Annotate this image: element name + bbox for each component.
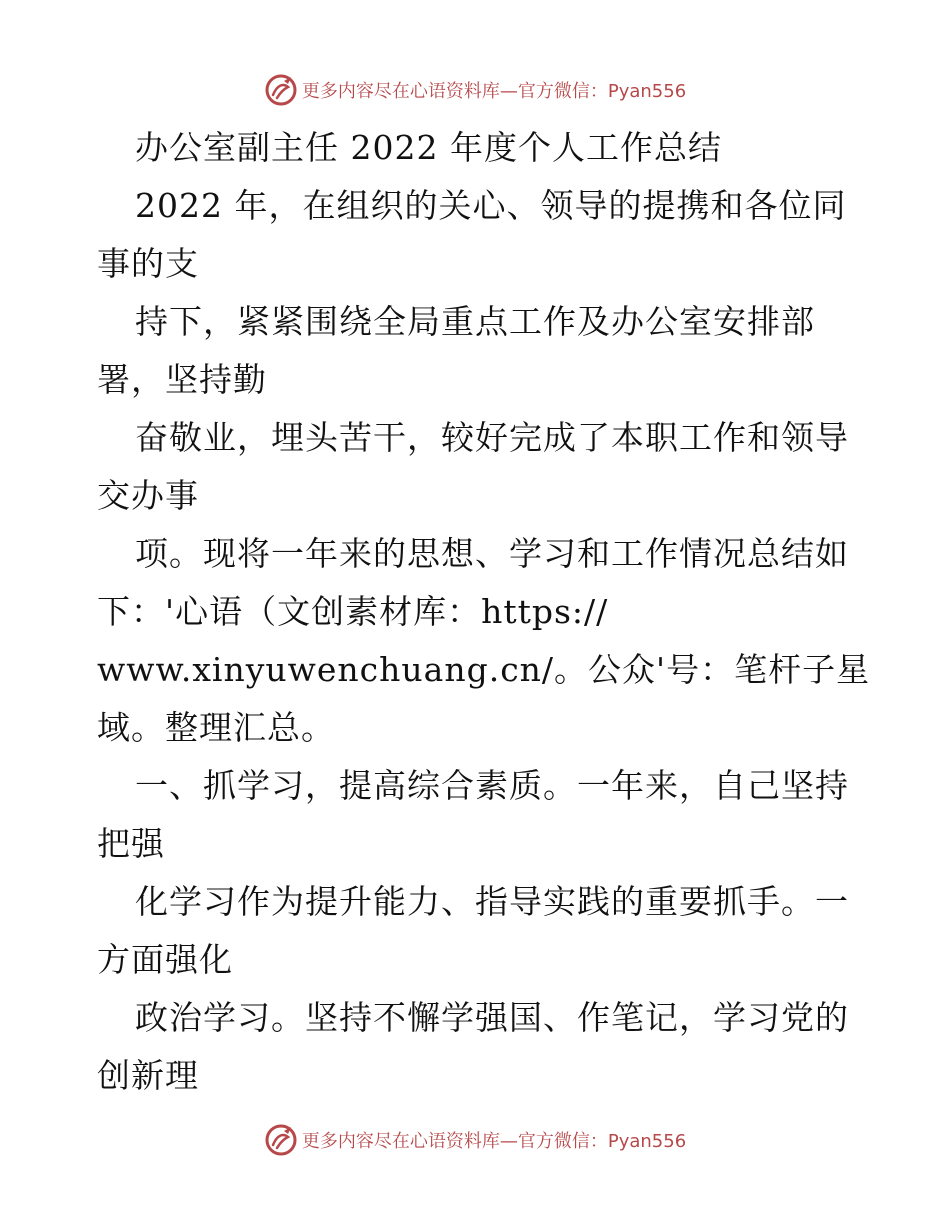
- paragraph-line: 创新理: [97, 1056, 199, 1095]
- paragraph-line: 化学习作为提升能力、指导实践的重要抓手。一: [135, 882, 849, 921]
- paragraph-line: 域。整理汇总。: [97, 708, 335, 747]
- paragraph-line: 项。现将一年来的思想、学习和工作情况总结如: [135, 534, 849, 573]
- section-heading-line: 一、抓学习，提高综合素质。一年来，自己坚持: [135, 766, 849, 805]
- paragraph-line: 下：'心语（文创素材库：https://: [97, 592, 609, 631]
- paragraph-line: 政治学习。坚持不懈学强国、作笔记，学习党的: [135, 998, 849, 1037]
- paragraph-line: 署，坚持勤: [97, 360, 267, 399]
- paragraph-line: 事的支: [97, 244, 199, 283]
- paragraph-line: www.xinyuwenchuang.cn/。公众'号：笔杆子星: [97, 650, 871, 689]
- watermark-text: 更多内容尽在心语资料库—官方微信：Pyan556: [301, 81, 687, 102]
- paragraph-line: 奋敬业，埋头苦干，较好完成了本职工作和领导: [135, 418, 849, 457]
- paragraph-line: 2022 年，在组织的关心、领导的提携和各位同: [135, 186, 847, 225]
- signature-logo-icon: [264, 73, 298, 107]
- watermark-text: 更多内容尽在心语资料库—官方微信：Pyan556: [301, 1131, 687, 1152]
- paragraph-line: 交办事: [97, 476, 199, 515]
- paragraph-line: 持下，紧紧围绕全局重点工作及办公室安排部: [135, 302, 815, 341]
- paragraph-line: 方面强化: [97, 940, 233, 979]
- header-watermark: [0, 70, 950, 110]
- signature-logo-icon: [264, 1123, 298, 1157]
- footer-watermark: [0, 1120, 950, 1160]
- paragraph-line: 把强: [97, 824, 165, 863]
- document-title: 办公室副主任 2022 年度个人工作总结: [135, 128, 722, 167]
